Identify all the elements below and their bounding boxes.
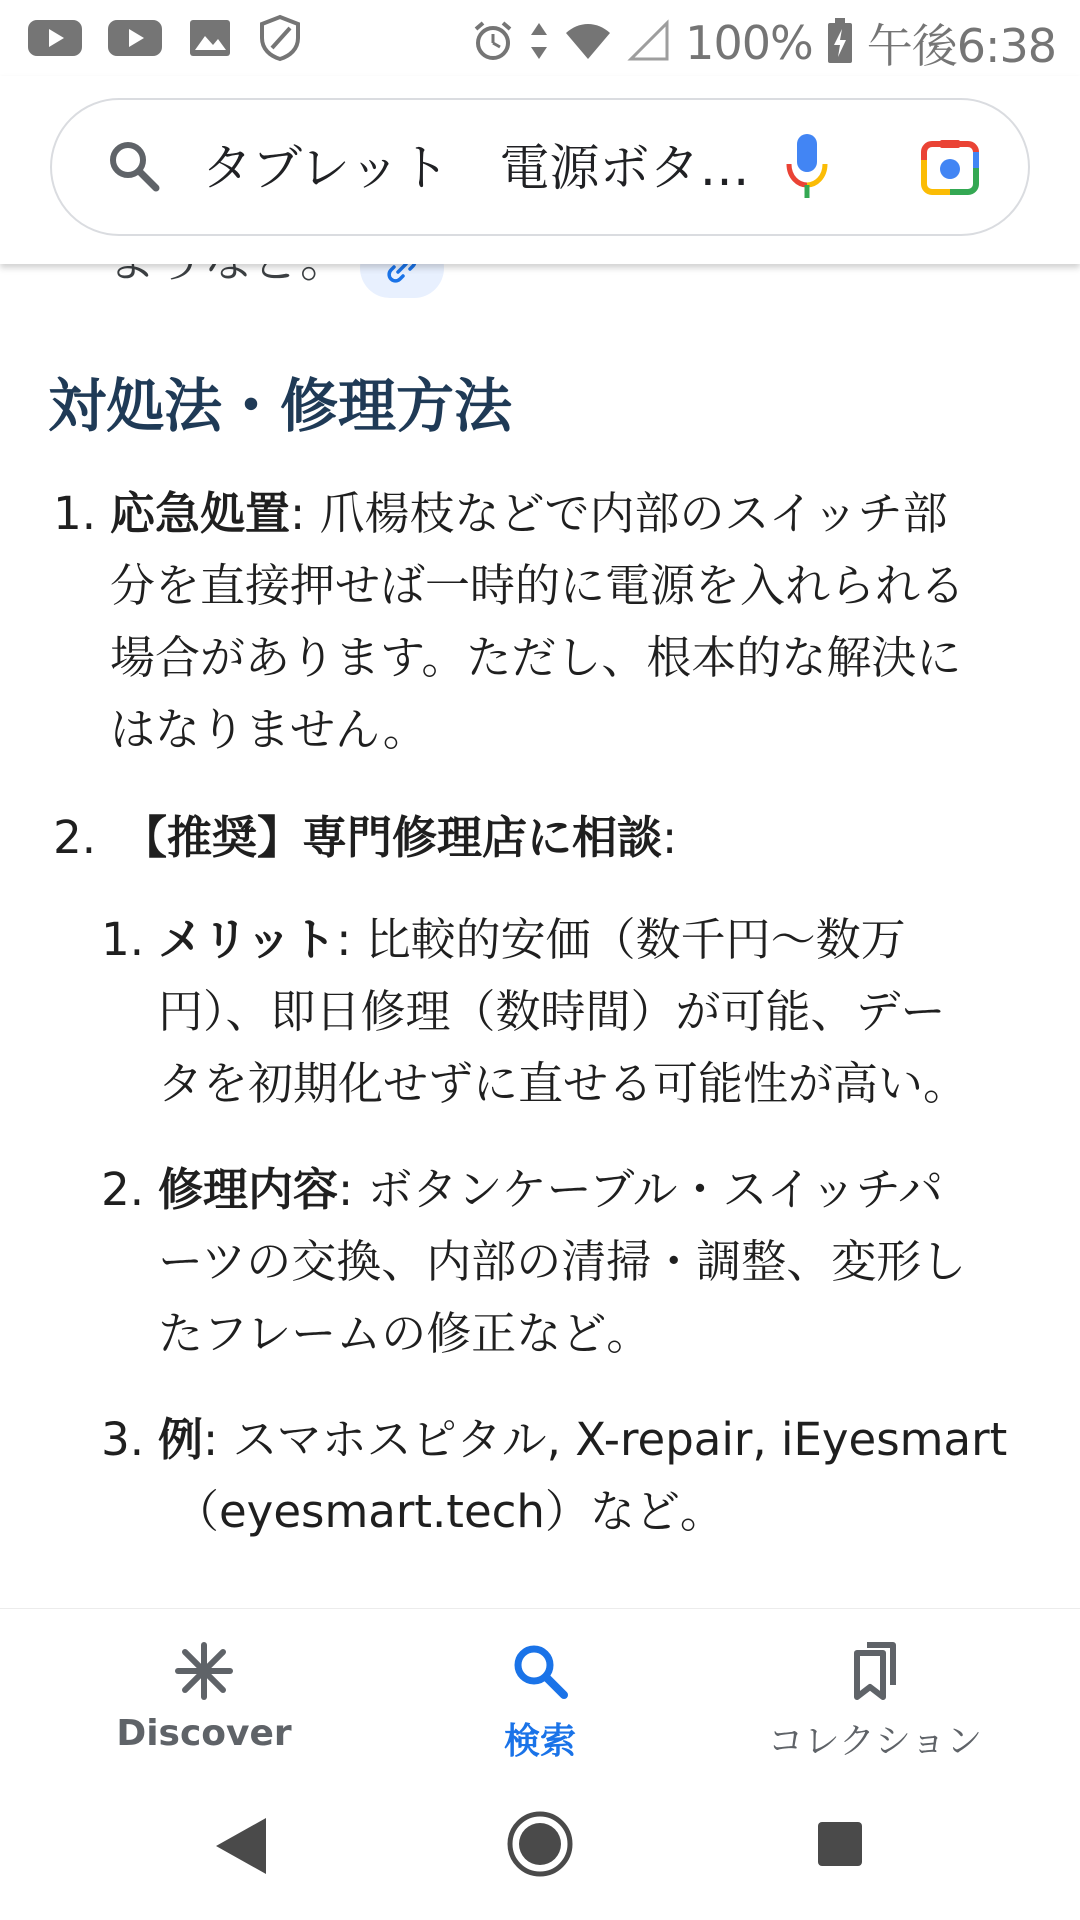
search-icon [508, 1639, 572, 1703]
bottom-navigation [0, 1608, 1080, 1781]
item-text: はなりません。 [110, 703, 428, 756]
collections-bookmark-icon [843, 1639, 907, 1703]
item-text: : 比較的安価（数千円～数万 [336, 913, 906, 966]
item-title: メリット [158, 913, 337, 966]
item-text: （eyesmart.tech）など。 [174, 1485, 725, 1538]
item-text: : スマホスピタル, X-repair, iEyesmart [203, 1413, 1008, 1466]
item-title: 例 [158, 1413, 204, 1466]
system-navigation-bar [0, 1780, 1080, 1920]
nav-discover-label: Discover [116, 1713, 292, 1754]
search-box[interactable] [50, 98, 1030, 236]
clock: 午後6:38 [866, 19, 1056, 73]
nav-search[interactable] [410, 1639, 670, 1764]
item-text: 分を直接押せば一時的に電源を入れられる [110, 559, 966, 612]
item-text: たフレームの修正など。 [158, 1307, 652, 1360]
recents-icon[interactable] [816, 1820, 864, 1872]
youtube-icon [108, 18, 162, 62]
alarm-icon [471, 19, 515, 67]
list-number: 1. [53, 487, 96, 540]
list-number: 2. [101, 1163, 144, 1216]
item-text: 円）、即日修理（数時間）が可能、デー [158, 985, 946, 1038]
home-icon[interactable] [506, 1810, 574, 1882]
youtube-icon [28, 18, 82, 62]
status-bar [0, 0, 1080, 76]
item-text: : ボタンケーブル・スイッチパ [338, 1163, 944, 1216]
search-icon[interactable] [104, 136, 164, 200]
nav-discover[interactable] [74, 1639, 334, 1754]
item-text: : 爪楊枝などで内部のスイッチ部 [290, 487, 948, 540]
item-title: 修理内容 [158, 1163, 339, 1216]
battery-percent: 100% [685, 16, 813, 70]
shield-icon [258, 14, 302, 66]
google-lens-icon[interactable] [918, 138, 982, 202]
search-header [0, 76, 1080, 264]
list-number: 1. [101, 913, 144, 966]
nav-search-label: 検索 [503, 1721, 576, 1762]
list-number: 2. [53, 811, 96, 864]
item-text: ーツの交換、内部の清掃・調整、変形し [158, 1235, 967, 1288]
item-text: 場合があります。ただし、根本的な解決に [110, 631, 962, 684]
wifi-icon [563, 19, 613, 67]
list-number: 3. [101, 1413, 144, 1466]
item-text: : [662, 811, 678, 864]
item-text: タを初期化せずに直せる可能性が高い。 [158, 1057, 969, 1110]
item-title: 【推奨】専門修理店に相談 [122, 811, 663, 864]
nav-collections-label: コレクション [767, 1721, 983, 1762]
section-heading: 対処法・修理方法 [48, 372, 513, 440]
nav-collections[interactable] [745, 1639, 1005, 1764]
gallery-icon [188, 16, 232, 64]
search-query[interactable]: タブレット 電源ボタ… [202, 139, 750, 197]
back-icon[interactable] [212, 1814, 270, 1882]
data-arrows-icon [529, 19, 549, 67]
battery-charging-icon [827, 18, 853, 68]
item-title: 応急処置 [110, 487, 291, 540]
discover-asterisk-icon [172, 1639, 236, 1703]
signal-icon [627, 19, 671, 67]
voice-search-mic-icon[interactable] [782, 130, 832, 206]
